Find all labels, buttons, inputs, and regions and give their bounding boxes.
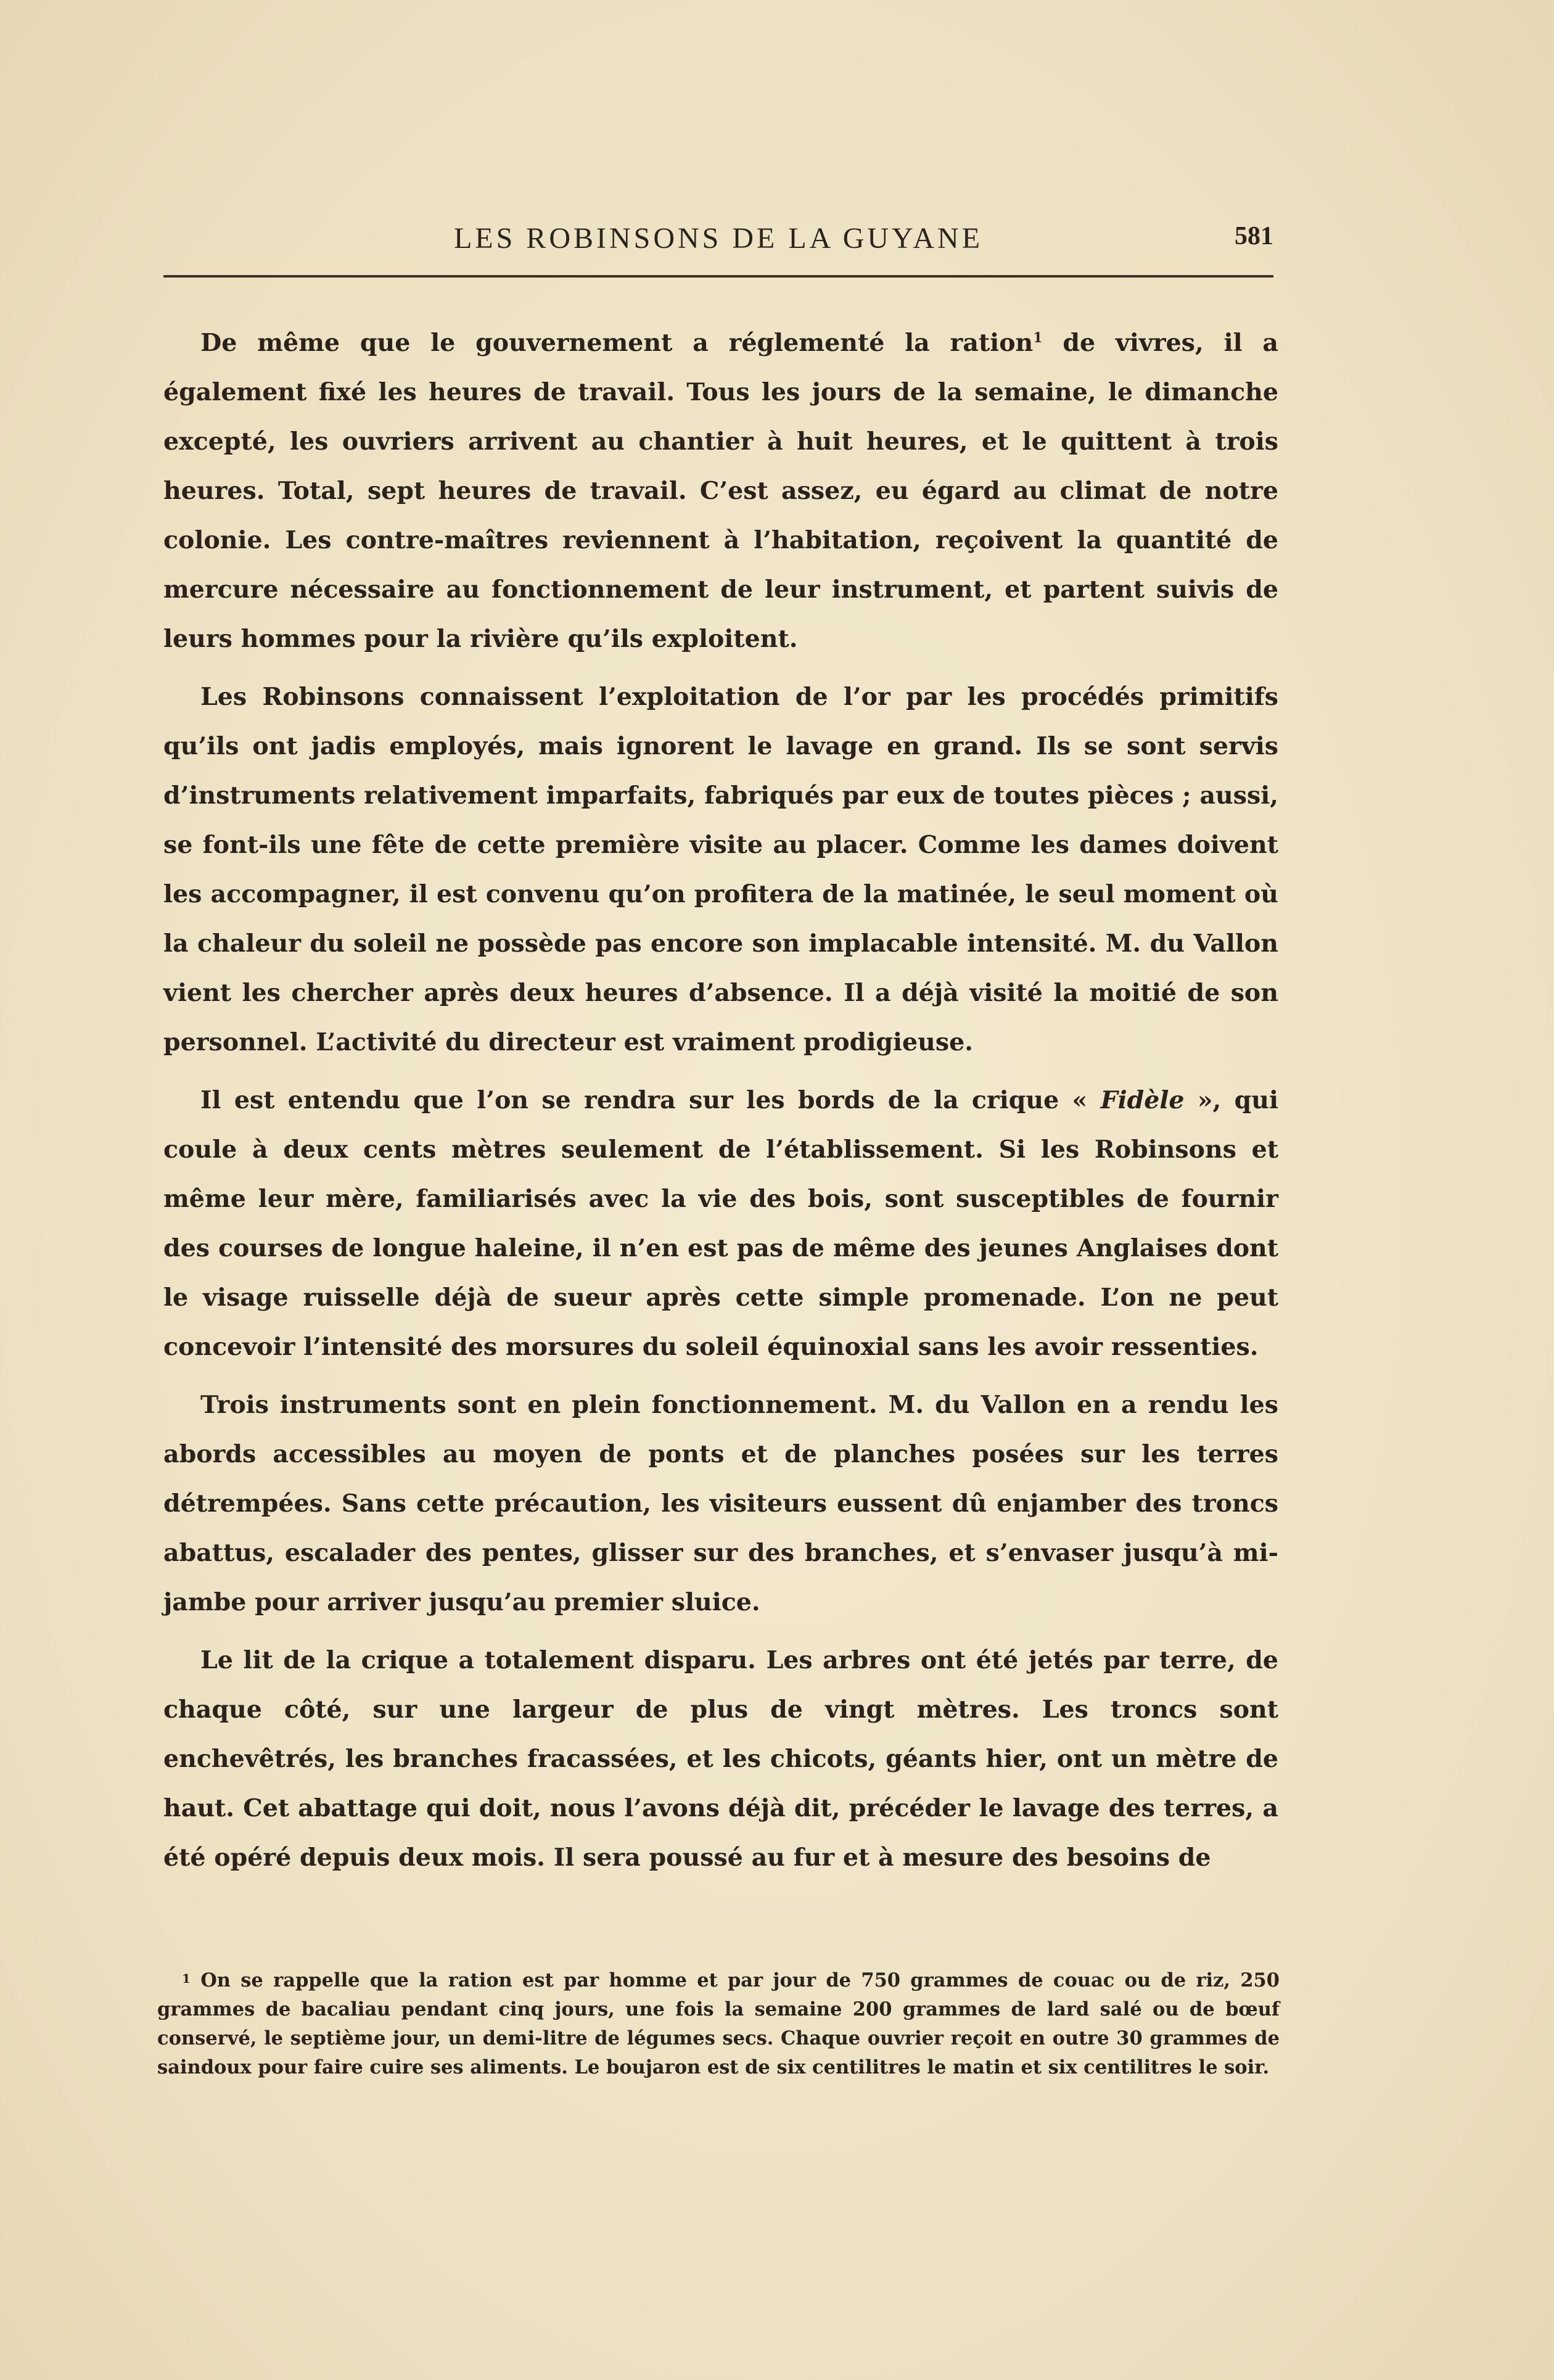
page-number: 581 [1235,222,1273,250]
header-rule [163,275,1273,278]
paragraph-1-text-end: de vivres, il a également fixé les heures de travail. Tous les jours de la semaine, le dimanche excepté, les ouvriers arrivent au chantier à huit heures, et le quittent à trois heures. Total, sept heures de travail. C’est assez, eu égard au climat de notre colonie. Les contre-maîtres reviennent à l’habitation, reçoivent la quantité de mercure nécessaire au fonctionnement de leur instrument, et partent suivis de leurs hommes pour la rivière qu’ils exploitent. [163,329,1279,653]
paragraph-4: Trois instruments sont en plein fonctionnement. M. du Vallon en a rendu les abords accessibles au moyen de ponts et de planches posées sur les terres détrempées. Sans cette précaution, les visiteurs eussent dû enjamber des troncs abattus, escalader des pentes, glisser sur des branches, et s’envaser jusqu’à mi-jambe pour arriver jusqu’au premier sluice. [163,1391,1278,1616]
paragraph-3-text-end: », qui coule à deux cents mètres seulement de l’établissement. Si les Robinsons et même leur mère, familiarisés avec la vie des bois, sont susceptibles de fournir des courses de longue haleine, il n’en est pas de même des jeunes Anglaises dont le visage ruisselle déjà de sueur après cette simple promenade. L’on ne peut concevoir l’intensité des morsures du soleil équinoxial sans les avoir ressenties. [163,1086,1278,1361]
creek-name: Fidèle [1100,1086,1185,1114]
paragraph-3 [163,1076,1278,1372]
paragraph-5: Le lit de la crique a totalement disparu. Les arbres ont été jetés par terre, de chaque côté, sur une largeur de plus de vingt mètres. Les troncs sont enchevêtrés, les branches fracassées, et les chicots, géants hier, ont un mètre de haut. Cet abattage qui doit, nous l’avons déjà dit, précéder le lavage des terres, a été opéré depuis deux mois. Il sera poussé au fur et à mesure des besoins de [163,1646,1278,1872]
body-text [163,318,1278,1891]
footnote-text: On se rappelle que la ration est par homme et par jour de 750 grammes de couac ou de riz, 250 grammes de bacaliau pendant cinq jours, une fois la semaine 200 grammes de lard salé ou de bœuf conservé, le septième jour, un demi-litre de légumes secs. Chaque ouvrier reçoit en outre 30 grammes de saindoux pour faire cuire ses aliments. Le boujaron est de six centilitres le matin et six centilitres le soir. [157,1969,1280,2078]
footnote-1 [157,1964,1280,2082]
running-title: LES ROBINSONS DE LA GUYANE [453,222,984,255]
footnote-reference: 1 [1033,329,1043,346]
page-header [163,213,1273,262]
footnote-marker: 1 [182,1971,191,1986]
paragraph-1 [163,318,1278,664]
paragraph-3-text-start: Il est entendu que l’on se rendra sur les bords de la crique « [200,1086,1101,1114]
footnotes [157,1964,1280,2082]
paragraph-1-text-start: De même que le gouvernement a réglementé la ration [200,329,1034,357]
paragraph-2: Les Robinsons connaissent l’exploitation de l’or par les procédés primitifs qu’ils ont jadis employés, mais ignorent le lavage en grand. Ils se sont servis d’instruments relativement imparfaits, fabriqués par eux de toutes pièces ; aussi, se font-ils une fête de cette première visite au placer. Comme les dames doivent les accompagner, il est convenu qu’on profitera de la matinée, le seul moment où la chaleur du soleil ne possède pas encore son implacable intensité. M. du Vallon vient les chercher après deux heures d’absence. Il a déjà visité la moitié de son personnel. L’activité du directeur est vraiment prodigieuse. [163,683,1278,1056]
